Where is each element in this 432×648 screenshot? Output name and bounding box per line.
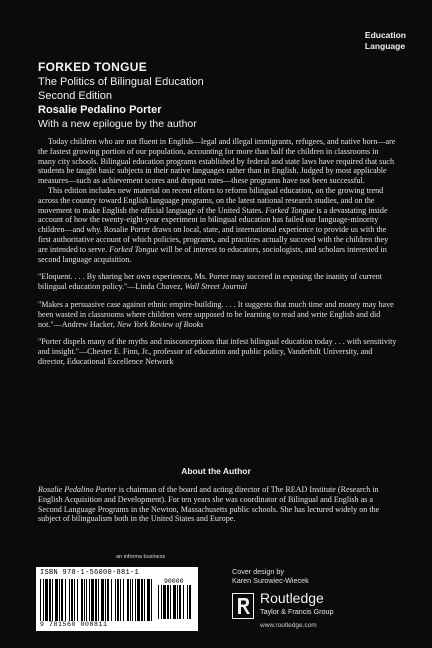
about-author-text: is chairman of the board and acting director of The READ Institute (Research in English Acquisition and Development). For ten years she was coordinator of Bilingual and English as a Second Language Programs in the Newton, Massachusetts public schools. She has lectured widely on the subject of bilingualism both in the United States and Europe. <box>38 485 380 524</box>
paragraph-2-title-2: Forked Tongue <box>109 244 159 254</box>
barcode-bar <box>189 585 191 619</box>
barcode-bar <box>144 579 145 621</box>
quote-2-text: "Makes a persuasive case against ethnic empire-building. . . . It suggests that much time and money may have been wasted in classrooms where children were supposed to be learning to read and write English and did not."—Andrew Hacker, <box>38 299 394 329</box>
review-quote-2 <box>38 300 398 329</box>
paragraph-2-text-b: is a devastating inside account of how the twenty-eight-year experiment in bilingual education has failed our language-minority children—and why. Rosalie Porter draws on local, state, and international experience to provide us with the first authoritative account of which policies, programs, and practices actually succeed with the children they are intended to serve. <box>38 205 389 254</box>
paragraph-2-text-a: This edition includes new material on recent efforts to reform bilingual education, on the growing trend across the country toward English language programs, on the latest national research studies, and on the movement to make English the official language of the United States. <box>38 185 384 215</box>
about-heading: About the Author <box>181 466 251 476</box>
barcode-bar <box>55 579 58 621</box>
book-edition: Second Edition <box>38 90 112 102</box>
barcode-bar <box>187 585 188 619</box>
barcode-bar <box>115 579 116 621</box>
quote-1-text: "Eloquent. . . . By sharing her own experiences, Ms. Porter may succeed in exposing the inanity of current bilingual education policy."—Linda Chavez, <box>38 272 383 292</box>
barcode-bar <box>101 579 104 621</box>
category-line-1: Education <box>364 30 406 40</box>
barcode-bar <box>161 585 162 619</box>
isbn-text: ISBN 978-1-56000-881-1 <box>40 569 140 577</box>
barcode-bar <box>167 585 169 619</box>
book-subtitle: The Politics of Bilingual Education <box>38 76 204 88</box>
barcode-bar <box>49 579 51 621</box>
cover-design-credit <box>232 567 309 585</box>
barcode-bar <box>123 579 124 621</box>
paragraph-2-text-c: will be of interest to educators, sociologists, and scholars interested in second language acquisition. <box>38 244 387 264</box>
publisher-group: Taylor & Francis Group <box>260 607 334 616</box>
cover-design-line-1: Cover design by <box>232 567 284 576</box>
paragraph-2-title-1: Forked Tongue <box>265 205 315 215</box>
review-quote-1 <box>38 272 398 292</box>
barcode-bar <box>132 579 133 621</box>
review-quote-3: "Porter dispels many of the myths and misconceptions that infest bilingual education today . . . with sensitivity and insight."—Chester E. Finn, Jr., professor of education and public policy, Vanderbilt University, and director, Educational Excellence Network <box>38 337 397 366</box>
barcode-icon <box>40 579 152 621</box>
barcode-bar <box>107 579 109 621</box>
price-code: 90000 <box>164 578 184 585</box>
barcode-bar <box>135 579 136 621</box>
barcode <box>36 567 198 631</box>
barcode-bar <box>65 579 66 621</box>
barcode-bar <box>130 579 131 621</box>
barcode-bar <box>74 579 75 621</box>
quote-1-source: Wall Street Journal <box>184 282 247 292</box>
book-author: Rosalie Pedalino Porter <box>38 104 162 116</box>
category-line-2: Language <box>364 41 406 51</box>
barcode-bar <box>52 579 53 621</box>
price-barcode-icon <box>158 585 192 627</box>
informa-tagline: an informa business <box>116 554 166 560</box>
barcode-bar <box>137 579 140 621</box>
cover-design-line-2: Karen Surowiec-Wiecek <box>232 576 309 585</box>
about-author-name: Rosalie Pedalino Porter <box>38 485 117 494</box>
barcode-bar <box>98 579 99 621</box>
quote-2-source: New York Review of Books <box>116 319 204 329</box>
barcode-bar <box>43 579 44 621</box>
barcode-bar <box>173 585 176 619</box>
barcode-bar <box>81 579 83 621</box>
about-paragraph <box>38 485 398 524</box>
barcode-bar <box>170 585 171 619</box>
barcode-bar <box>69 579 70 621</box>
barcode-bar <box>45 579 48 621</box>
barcode-bar <box>147 579 150 621</box>
barcode-bar <box>183 585 184 619</box>
barcode-bar <box>179 585 181 619</box>
barcode-bar <box>77 579 78 621</box>
barcode-bar <box>89 579 90 621</box>
barcode-bar <box>105 579 106 621</box>
barcode-bar <box>95 579 97 621</box>
description-paragraph-1: Today children who are not fluent in English—legal and illegal immigrants, refugees, and native born—are the fastest growing portion of our population, accounting for more than half the children in classrooms in many city schools. Bilingual education programs established by federal and state laws have required that such students be taught basic subjects in their native languages rather than in English. Judged by most applicable measures—such as achievement scores and dropout rates—these programs have not been successful. <box>38 137 396 186</box>
title-block <box>38 60 398 131</box>
category-label <box>365 30 406 52</box>
barcode-bar <box>111 579 112 621</box>
barcode-bar <box>71 579 73 621</box>
barcode-bar <box>86 579 87 621</box>
book-title: FORKED TONGUE <box>38 60 148 74</box>
publisher-url: www.routledge.com <box>260 622 317 629</box>
barcode-bar <box>61 579 63 621</box>
barcode-bar <box>158 585 159 619</box>
about-author <box>38 485 398 524</box>
barcode-bar <box>120 579 121 621</box>
barcode-bar <box>91 579 94 621</box>
barcode-bar <box>151 579 152 621</box>
barcode-bar <box>127 579 129 621</box>
barcode-bar <box>117 579 119 621</box>
publisher-name: Routledge <box>260 590 324 606</box>
barcode-bar <box>59 579 60 621</box>
barcode-bar <box>163 585 166 619</box>
epilogue-note: With a new epilogue by the author <box>38 118 197 130</box>
barcode-bar <box>40 579 41 621</box>
routledge-logo-icon <box>232 593 254 619</box>
description-paragraph-2 <box>38 186 398 264</box>
ean-number: 9 781560 008811 <box>40 621 108 628</box>
description <box>38 137 398 367</box>
barcode-bar <box>141 579 143 621</box>
barcode-bar <box>177 585 178 619</box>
barcode-bar <box>84 579 85 621</box>
